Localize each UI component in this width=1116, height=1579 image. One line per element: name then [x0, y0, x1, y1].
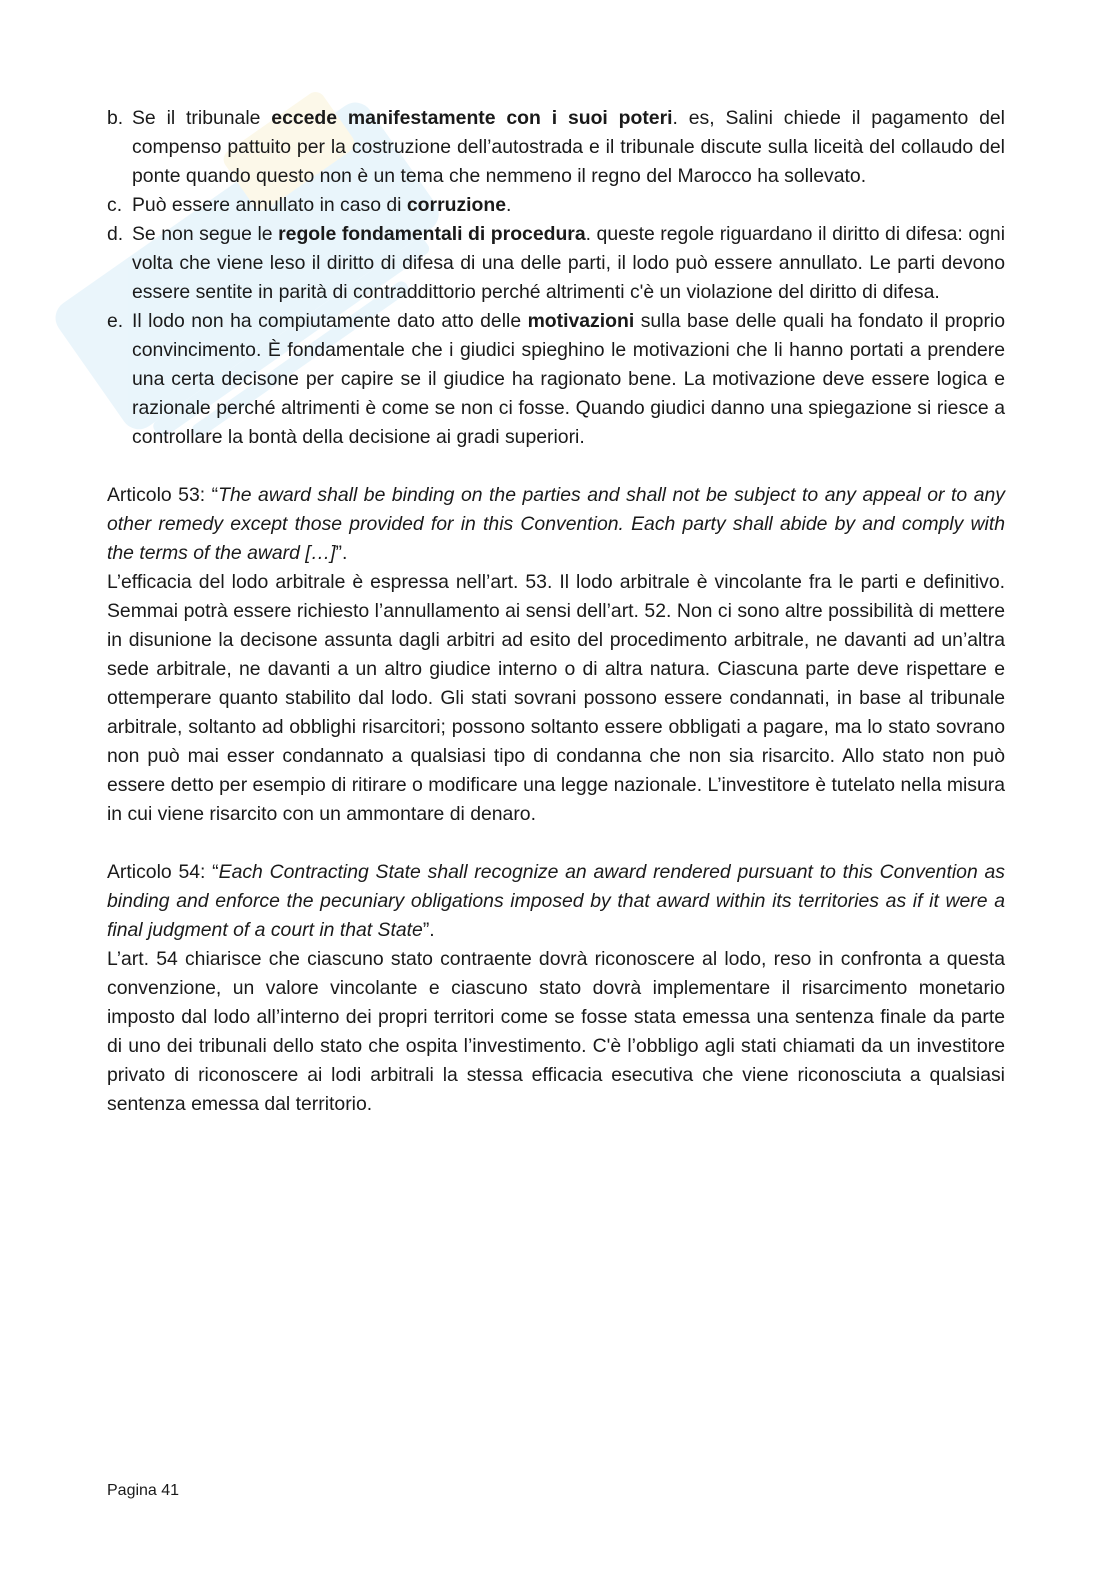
- document-body: [107, 104, 1005, 1119]
- article-quote-text: The award shall be binding on the parties and shall not be subject to any appeal or to any other remedy except those provided for in this Convention. Each party shall abide by and comply with the terms of the award […]: [107, 484, 1005, 564]
- page-number: Pagina 41: [107, 1482, 180, 1499]
- list-marker: e.: [107, 310, 124, 332]
- list-text: . es, Salini chiede il pagamento del compenso pattuito per la costruzione dell’autostrada e il tribunale discute sulla liceità del collaudo del ponte quando questo non è un tema che nemmeno il regno del Marocco ha sollevato.: [132, 107, 1005, 187]
- article-suffix: ”.: [335, 542, 348, 564]
- list-text: Se non segue le: [132, 223, 279, 245]
- list-item: [107, 104, 1005, 191]
- list-marker: b.: [107, 107, 124, 129]
- article-prefix: Articolo 53: “: [107, 484, 219, 506]
- article-54-commentary: L’art. 54 chiarisce che ciascuno stato contraente dovrà riconoscere al lodo, reso in confronta a questa convenzione, un valore vincolante e ciascuno stato dovrà implementare il risarcimento monetario imposto dal lodo all’interno dei propri territori come se fosse stata emessa una sentenza finale da parte di uno dei tribunali dello stato che ospita l’investimento. C'è l’obbligo agli stati chiamati da un investitore privato di riconoscere ai lodi arbitrali la stessa efficacia esecutiva che viene riconosciuta a qualsiasi sentenza emessa dal territorio.: [107, 948, 1005, 1115]
- list-text: .: [506, 194, 512, 216]
- list-text: Può essere annullato in caso di: [132, 194, 407, 216]
- list-item: [107, 220, 1005, 307]
- list-text: . queste regole riguardano il diritto di difesa: ogni volta che viene leso il diritto di difesa di una delle parti, il lodo può essere annullato. Le parti devono essere sentite in parità di contraddittorio perché altrimenti c'è un violazione del diritto di difesa.: [132, 223, 1006, 303]
- list-emphasis: corruzione: [406, 194, 507, 216]
- list-marker: d.: [107, 223, 124, 245]
- list-emphasis: regole fondamentali di procedura: [278, 223, 586, 245]
- list-marker: c.: [107, 194, 123, 216]
- annulment-grounds-list: [107, 104, 1005, 452]
- list-text: sulla base delle quali ha fondato il proprio convincimento. È fondamentale che i giudici spieghino le motivazioni che li hanno portati a prendere una certa decisone per capire se il giudice ha ragionato bene. La motivazione deve essere logica e razionale perché altrimenti è come se non ci fosse. Quando giudici danno una spiegazione si riesce a controllare la bontà della decisione ai gradi superiori.: [132, 310, 1005, 448]
- article-53-quote: [107, 481, 1005, 568]
- list-text: Se il tribunale: [132, 107, 272, 129]
- list-text: Il lodo non ha compiutamente dato atto delle: [132, 310, 528, 332]
- list-emphasis: eccede manifestamente con i suoi poteri: [271, 107, 673, 129]
- list-item: [107, 191, 1005, 220]
- article-54-quote: [107, 858, 1005, 945]
- list-item: [107, 307, 1005, 452]
- article-quote-text: Each Contracting State shall recognize an award rendered pursuant to this Convention as binding and enforce the pecuniary obligations imposed by that award within its territories as if it were a final judgment of a court in that State: [107, 861, 1005, 941]
- article-suffix: ”.: [422, 919, 435, 941]
- list-emphasis: motivazioni: [527, 310, 635, 332]
- article-53-commentary: L’efficacia del lodo arbitrale è espressa nell’art. 53. Il lodo arbitrale è vincolante fra le parti e definitivo. Semmai potrà essere richiesto l’annullamento ai sensi dell’art. 52. Non ci sono altre possibilità di mettere in disunione la decisone assunta dagli arbitri ad esito del procedimento arbitrale, ne davanti ad un’altra sede arbitrale, ne davanti a un altro giudice interno o di altra natura. Ciascuna parte deve rispettare e ottemperare quanto stabilito dal lodo. Gli stati sovrani possono essere condannati, in base al tribunale arbitrale, soltanto ad obblighi risarcitori; possono soltanto essere obbligati a pagare, ma lo stato sovrano non può mai esser condannato a qualsiasi tipo di condanna che non sia risarcito. Allo stato non può essere detto per esempio di ritirare o modificare una legge nazionale. L’investitore è tutelato nella misura in cui viene risarcito con un ammontare di denaro.: [107, 571, 1005, 825]
- article-prefix: Articolo 54: “: [107, 861, 219, 883]
